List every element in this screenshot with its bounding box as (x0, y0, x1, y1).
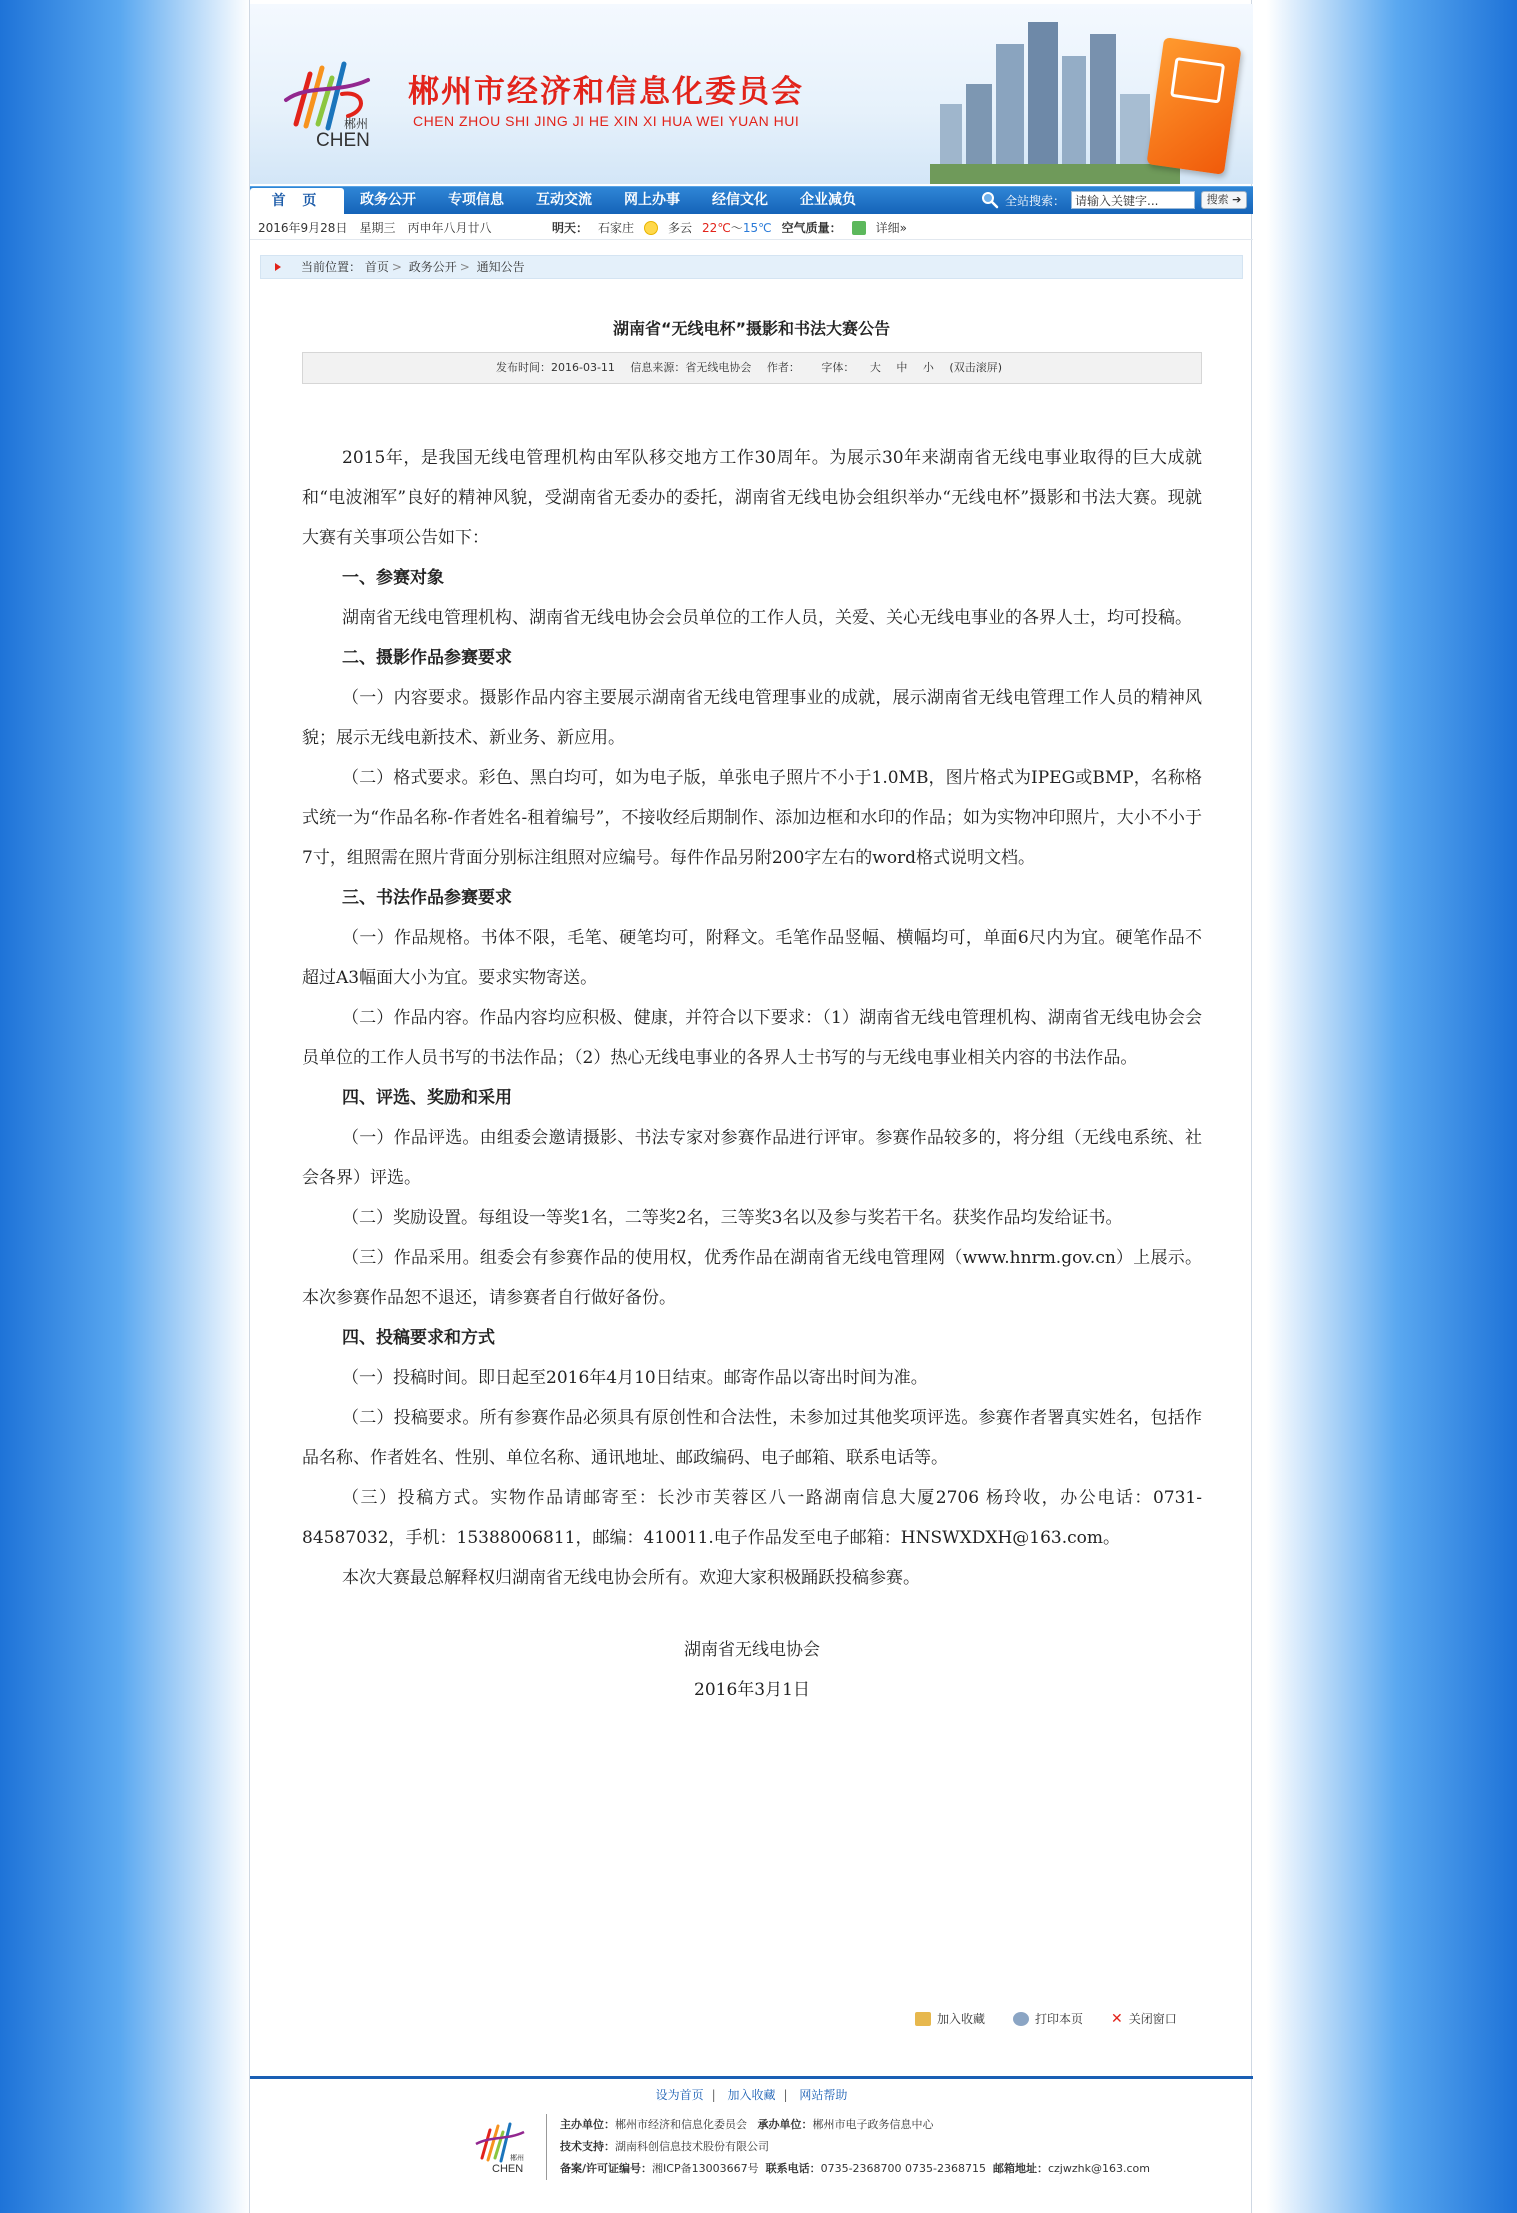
author: 作者： (766, 361, 800, 374)
site-subtitle: CHEN ZHOU SHI JING JI HE XIN XI HUA WEI YUAN HUI (413, 113, 800, 129)
search-button[interactable] (1201, 191, 1247, 209)
chevron-right-icon: > (459, 260, 470, 274)
article-body (302, 438, 1202, 1710)
date-text: 2016年9月28日 星期三 丙申年八月廿八 (258, 221, 492, 235)
nav-burden-reduction[interactable]: 企业减负 (800, 192, 856, 208)
weather-detail-link[interactable]: 详细» (875, 221, 907, 235)
svg-text:郴州: 郴州 (344, 117, 369, 131)
paragraph: （二）作品内容。作品内容均应积极、健康，并符合以下要求：（1）湖南省无线电管理机构、湖南省无线电协会会员单位的工作人员书写的书法作品；（2）热心无线电事业的各界人士书写的与无线电事业相关内容的书法作品。 (302, 1008, 1202, 1068)
search-area (981, 191, 1247, 209)
svg-text:CHEN: CHEN (316, 130, 370, 149)
nav-home[interactable]: 首 页 (250, 188, 344, 216)
svg-text:郴州: 郴州 (510, 2154, 524, 2162)
air-quality-icon (852, 221, 866, 235)
page-container (249, 0, 1252, 2213)
close-icon: ✕ (1111, 2010, 1123, 2027)
paragraph: （二）奖励设置。每组设一等奖1名，二等奖2名，三等奖3名以及参与奖若干名。获奖作品均发给证书。 (342, 1208, 1123, 1228)
paragraph: （三）投稿方式。实物作品请邮寄至：长沙市芙蓉区八一路湖南信息大厦2706 杨玲收，办公电话：0731-84587032，手机：15388006811，邮编：410011.电子作品发至电子邮箱：HNSWXDXH@163.com。 (302, 1488, 1202, 1548)
orange-decoration (1146, 37, 1241, 175)
font-large-button[interactable]: 大 (869, 361, 881, 374)
font-small-button[interactable]: 小 (922, 361, 934, 374)
search-input[interactable] (1071, 191, 1195, 209)
spacer (302, 1598, 1202, 1630)
info-source: 信息来源：省无线电协会 (630, 361, 752, 374)
search-label: 全站搜索： (1004, 193, 1065, 208)
auto-scroll-toggle[interactable]: (双击滚屏) (949, 361, 1003, 374)
nav-interaction[interactable]: 互动交流 (536, 192, 592, 208)
breadcrumb (260, 255, 1243, 279)
close-window-label: 关闭窗口 (1128, 2012, 1177, 2026)
section-heading: 三、书法作品参赛要求 (342, 888, 512, 908)
weather-desc: 多云 (668, 221, 693, 235)
print-icon (1013, 2012, 1029, 2026)
paragraph: 湖南省无线电管理机构、湖南省无线电协会会员单位的工作人员，关爱、关心无线电事业的各界人士，均可投稿。 (342, 608, 1192, 628)
add-favorite-label: 加入收藏 (937, 2012, 986, 2026)
header-banner (250, 4, 1253, 184)
breadcrumb-arrow-icon (275, 263, 281, 271)
paragraph: 2015年，是我国无线电管理机构由军队移交地方工作30周年。为展示30年来湖南省无线电事业取得的巨大成就和“电波湘军”良好的精神风貌，受湖南省无委办的委托，湖南省无线电协会组织举办“无线电杯”摄影和书法大赛。现就大赛有关事项公告如下： (302, 448, 1202, 548)
site-logo[interactable] (278, 54, 388, 149)
font-size-controls: 字体： 大 中 小 (双击滚屏) (821, 361, 1003, 374)
nav-special-info[interactable]: 专项信息 (448, 192, 504, 208)
signature-date: 2016年3月1日 (694, 1680, 810, 1700)
paragraph: （三）作品采用。组委会有参赛作品的使用权，优秀作品在湖南省无线电管理网（www.hnrm.gov.cn）上展示。本次参赛作品恕不退还，请参赛者自行做好备份。 (302, 1248, 1202, 1308)
font-medium-button[interactable]: 中 (896, 361, 908, 374)
paragraph: （一）作品评选。由组委会邀请摄影、书法专家对参赛作品进行评审。参赛作品较多的，将分组（无线电系统、社会各界）评选。 (302, 1128, 1202, 1188)
footer-info (560, 2114, 1150, 2180)
footer-license-line: 备案/许可证编号：湘ICP备13003667号 联系电话：0735-2368700 0735-2368715 邮箱地址：czjwzhk@163.com (560, 2162, 1150, 2175)
publish-date: 发布时间：2016-03-11 (495, 361, 615, 374)
tomorrow-label: 明天： (552, 221, 589, 235)
skyline-illustration (930, 4, 1180, 184)
close-window-button[interactable] (1111, 2010, 1177, 2027)
paragraph: （二）投稿要求。所有参赛作品必须具有原创性和合法性，未参加过其他奖项评选。参赛作者署真实姓名，包括作品名称、作者姓名、性别、单位名称、通讯地址、邮政编码、电子邮箱、联系电话等。 (302, 1408, 1202, 1468)
breadcrumb-gov-affairs[interactable]: 政务公开 (408, 260, 457, 274)
article-actions (915, 2010, 1177, 2027)
info-bar (250, 216, 1253, 240)
breadcrumb-notices[interactable]: 通知公告 (476, 260, 525, 274)
paragraph: （一）投稿时间。即日起至2016年4月10日结束。邮寄作品以寄出时间为准。 (342, 1368, 928, 1388)
article-title: 湖南省“无线电杯”摄影和书法大赛公告 (612, 319, 891, 338)
add-favorite-button[interactable] (915, 2010, 985, 2027)
footer-help[interactable]: 网站帮助 (799, 2088, 848, 2102)
temperature: 22℃～15℃ (702, 221, 772, 235)
print-label: 打印本页 (1035, 2012, 1084, 2026)
paragraph: （一）作品规格。书体不限，毛笔、硬笔均可，附释文。毛笔作品竖幅、横幅均可，单面6尺内为宜。硬笔作品不超过A3幅面大小为宜。要求实物寄送。 (302, 928, 1202, 988)
search-button-label: 搜索 (1206, 193, 1229, 206)
section-heading: 四、评选、奖励和采用 (342, 1088, 512, 1108)
footer-sponsor-line: 主办单位：郴州市经济和信息化委员会 承办单位：郴州市电子政务信息中心 (560, 2118, 934, 2131)
weather-widget (552, 216, 907, 240)
nav-gov-affairs[interactable]: 政务公开 (360, 192, 416, 208)
monitor-icon (1170, 57, 1225, 104)
breadcrumb-home[interactable]: 首页 (364, 260, 389, 274)
paragraph: （一）内容要求。摄影作品内容主要展示湖南省无线电管理事业的成就，展示湖南省无线电管理工作人员的精神风貌；展示无线电新技术、新业务、新应用。 (302, 688, 1202, 748)
svg-text:CHEN: CHEN (492, 2163, 524, 2174)
nav-online-service[interactable]: 网上办事 (624, 192, 680, 208)
chevron-right-icon: > (391, 260, 402, 274)
footer-links: 设为首页 | 加入收藏 | 网站帮助 (655, 2088, 848, 2102)
search-icon (981, 191, 999, 209)
signature: 湖南省无线电协会 (684, 1640, 820, 1660)
paragraph: 本次大赛最总解释权归湖南省无线电协会所有。欢迎大家积极踊跃投稿参赛。 (342, 1568, 920, 1588)
bookmark-icon (915, 2012, 931, 2026)
section-heading: 一、参赛对象 (342, 568, 444, 588)
nav-culture[interactable]: 经信文化 (712, 192, 768, 208)
weather-city: 石家庄 (598, 221, 635, 235)
paragraph: （二）格式要求。彩色、黑白均可，如为电子版，单张电子照片不小于1.0MB，图片格式为IPEG或BMP，名称格式统一为“作品名称-作者姓名-租着编号”，不接收经后期制作、添加边框和水印的作品；如为实物冲印照片，大小不小于7寸，组照需在照片背面分别标注组照对应编号。每件作品另附200字左右的word格式说明文档。 (302, 768, 1202, 868)
article-meta (302, 352, 1202, 384)
arrow-right-icon: ➔ (1232, 193, 1242, 206)
breadcrumb-label: 当前位置： (301, 260, 362, 274)
footer-tech-support-line: 技术支持：湖南科创信息技术股份有限公司 (560, 2140, 769, 2153)
footer-divider-line (250, 2076, 1253, 2079)
main-nav (250, 186, 1253, 214)
footer-vertical-divider (546, 2114, 547, 2180)
cloudy-weather-icon (644, 221, 658, 235)
footer-add-favorite[interactable]: 加入收藏 (727, 2088, 776, 2102)
section-heading: 四、投稿要求和方式 (342, 1328, 495, 1348)
air-quality-label: 空气质量： (781, 221, 842, 235)
footer-logo (472, 2118, 536, 2174)
print-button[interactable] (1013, 2010, 1083, 2027)
section-heading: 二、摄影作品参赛要求 (342, 648, 512, 668)
footer-set-home[interactable]: 设为首页 (655, 2088, 704, 2102)
site-title: 郴州市经济和信息化委员会 (408, 74, 804, 110)
